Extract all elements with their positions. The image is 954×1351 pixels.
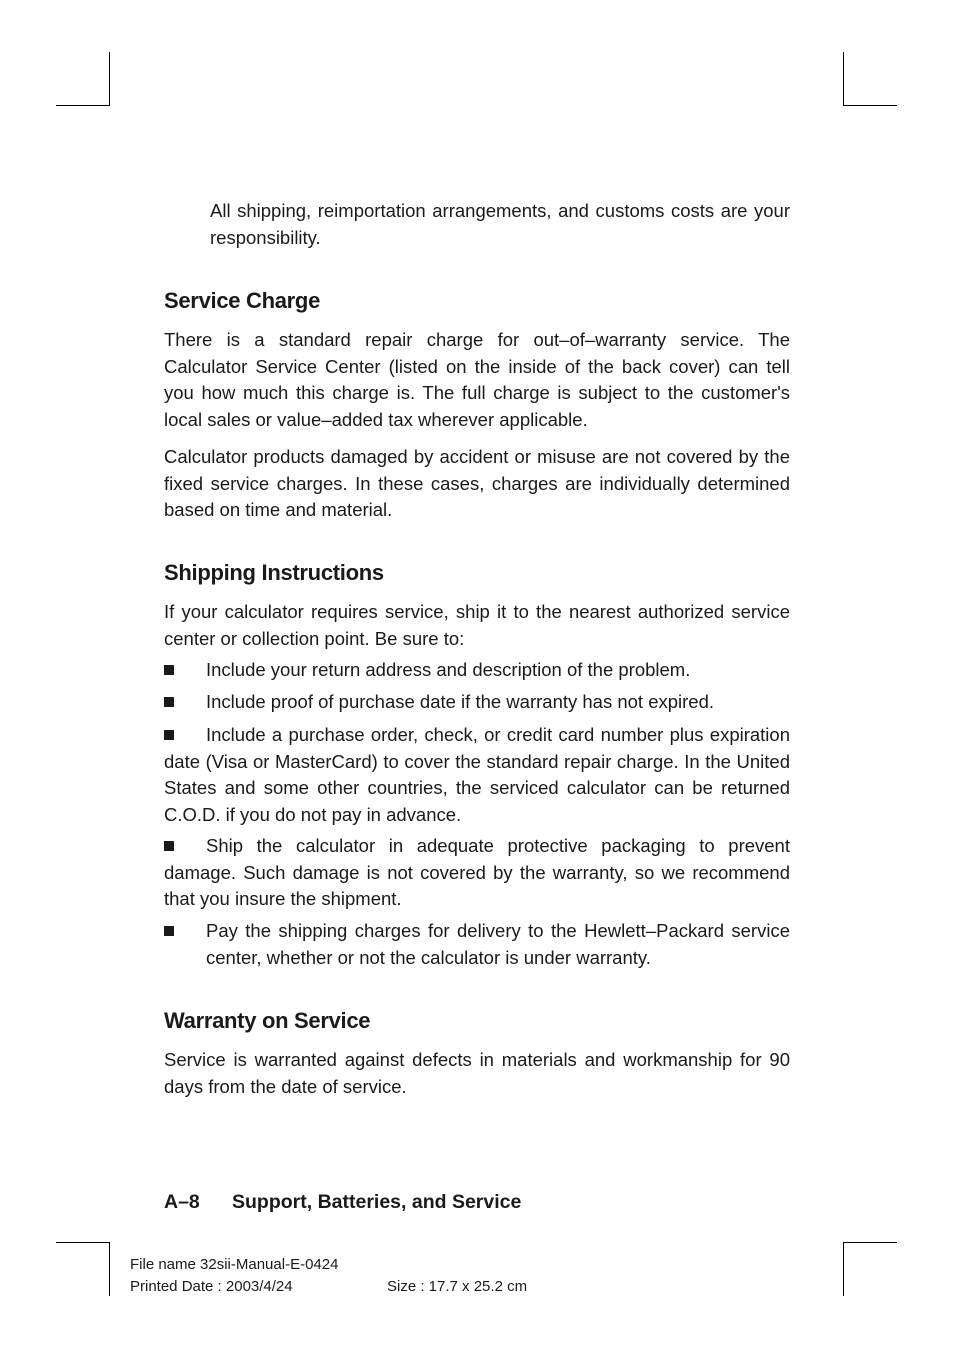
bullet-square-icon: [164, 665, 174, 675]
service-charge-paragraph-1: There is a standard repair charge for out–of–warranty service. The Calculator Service Center (listed on the inside of the back cover) can tell you how much this charge is. The full charge is subject to the customer's local sales or value–added tax wherever applicable.: [164, 329, 790, 430]
page-size: Size : 17.7 x 25.2 cm: [387, 1278, 528, 1295]
list-item-text: Include a purchase order, check, or credit card number plus expiration date (Visa or MasterCard) to cover the standard repair charge. In the United States and some other countries, the serviced calculator can be returned C.O.D. if you do not pay in advance.: [164, 724, 790, 825]
section-heading-shipping-instructions: Shipping Instructions: [164, 560, 384, 585]
chapter-title: Support, Batteries, and Service: [232, 1191, 522, 1213]
section-heading-service-charge: Service Charge: [164, 288, 320, 313]
list-item: [164, 833, 790, 914]
list-item-text: Pay the shipping charges for delivery to the Hewlett–Packard service center, whether or not the calculator is under warranty.: [206, 920, 790, 968]
bullet-square-icon: [164, 926, 174, 936]
crop-mark-bottom-right-vertical: [843, 1242, 844, 1296]
shipping-instructions-paragraph: If your calculator requires service, ship it to the nearest authorized service center or collection point. Be sure to:: [164, 601, 790, 649]
bullet-square-icon: [164, 697, 174, 707]
crop-mark-bottom-left-vertical: [109, 1242, 110, 1296]
crop-mark-top-right-horizontal: [843, 105, 897, 106]
list-item-text: Include your return address and description of the problem.: [206, 659, 691, 680]
list-item: [164, 657, 790, 684]
crop-mark-bottom-left-horizontal: [56, 1242, 110, 1243]
warranty-on-service-paragraph: Service is warranted against defects in materials and workmanship for 90 days from the date of service.: [164, 1049, 790, 1097]
list-item: [164, 918, 790, 972]
crop-mark-top-left-horizontal: [56, 105, 110, 106]
file-name: File name 32sii-Manual-E-0424: [130, 1256, 339, 1273]
intro-paragraph: All shipping, reimportation arrangements, and customs costs are your responsibility.: [210, 200, 790, 248]
section-heading-warranty-on-service: Warranty on Service: [164, 1008, 371, 1033]
crop-mark-top-left-vertical: [109, 52, 110, 106]
printed-date: Printed Date : 2003/4/24: [130, 1278, 293, 1295]
list-item-text: Ship the calculator in adequate protective packaging to prevent damage. Such damage is not covered by the warranty, so we recommend that you insure the shipment.: [164, 835, 790, 909]
service-charge-paragraph-2: Calculator products damaged by accident or misuse are not covered by the fixed service charges. In these cases, charges are individually determined based on time and material.: [164, 446, 790, 520]
list-item-text: Include proof of purchase date if the warranty has not expired.: [206, 691, 715, 712]
crop-mark-bottom-right-horizontal: [843, 1242, 897, 1243]
list-item: [164, 722, 790, 830]
crop-mark-top-right-vertical: [843, 52, 844, 106]
page-number: A–8: [164, 1191, 200, 1213]
list-item: [164, 689, 790, 716]
